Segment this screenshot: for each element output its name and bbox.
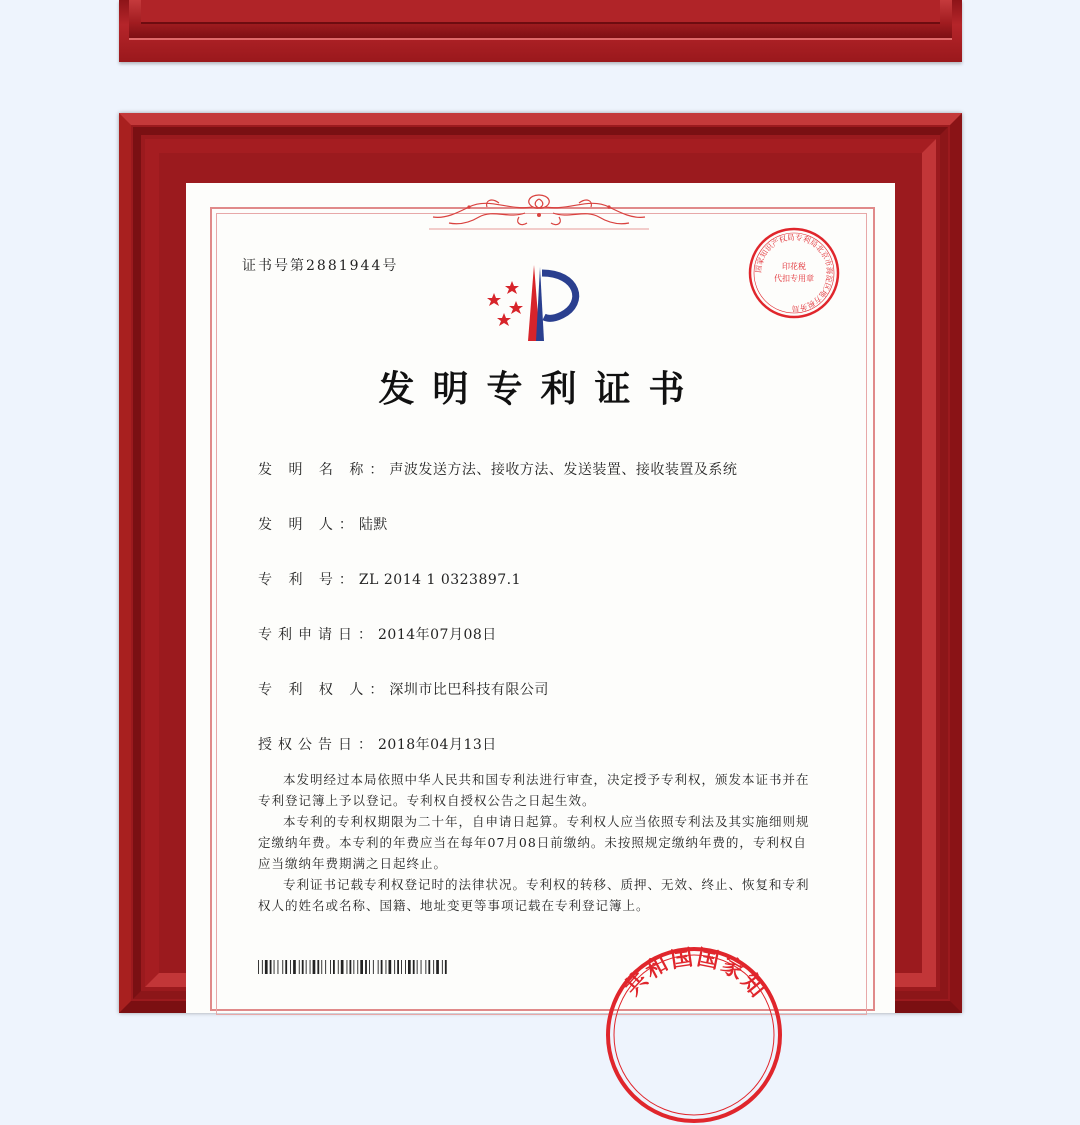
field-inventor bbox=[258, 514, 388, 534]
field-label: 授权公告日： bbox=[258, 737, 378, 753]
field-value: ZL 2014 1 0323897.1 bbox=[358, 572, 522, 588]
field-value: 2014年07月08日 bbox=[378, 627, 497, 643]
patent-office-seal bbox=[604, 945, 784, 1125]
upper-frame bbox=[119, 0, 962, 62]
field-label: 专 利 号： bbox=[258, 572, 359, 588]
field-patent-number bbox=[258, 569, 521, 589]
tax-seal-stamp bbox=[748, 227, 840, 319]
patent-office-emblem-icon bbox=[482, 263, 594, 343]
ornament-icon bbox=[429, 189, 649, 231]
field-patentee bbox=[258, 679, 549, 699]
field-value: 深圳市比巴科技有限公司 bbox=[389, 682, 549, 698]
field-label: 专 利 权 人： bbox=[258, 682, 390, 698]
body-paragraph: 本发明经过本局依照中华人民共和国专利法进行审查，决定授予专利权，颁发本证书并在专利登记簿上予以登记。专利权自授权公告之日起生效。 bbox=[258, 772, 810, 808]
field-value: 2018年04月13日 bbox=[378, 737, 497, 753]
field-value: 声波发送方法、接收方法、发送装置、接收装置及系统 bbox=[389, 462, 738, 478]
upper-frame-inner-molding bbox=[141, 0, 940, 24]
seal-ring-text: 国家知识产权局专利局北京市海淀区地方税务局 bbox=[753, 232, 835, 314]
svg-text:共和国国家知 bbox=[619, 945, 771, 1004]
barcode-icon bbox=[258, 960, 450, 974]
field-invention-name bbox=[258, 459, 737, 479]
body-paragraph: 专利证书记载专利权登记时的法律状况。专利权的转移、质押、无效、终止、恢复和专利权人的姓名或名称、国籍、地址变更等事项记载在专利登记簿上。 bbox=[258, 877, 810, 913]
seal-center-line2: 代扣专用章 bbox=[774, 274, 814, 283]
body-paragraph: 本专利的专利权期限为二十年，自申请日起算。专利权人应当依照专利法及其实施细则规定缴纳年费。本专利的年费应当在每年07月08日前缴纳。未按照规定缴纳年费的，专利权自应当缴纳年费期满之日起终止。 bbox=[258, 814, 810, 871]
certificate-number: 证书号第2881944号 bbox=[242, 258, 399, 274]
certificate-title: 发明专利证书 bbox=[378, 368, 703, 410]
certificate-body-text bbox=[258, 769, 818, 916]
certificate-paper bbox=[186, 183, 895, 1013]
field-value: 陆默 bbox=[358, 517, 388, 533]
seal-center-line1: 印花税 bbox=[782, 262, 806, 271]
seal-bottom-ring-text: 共和国国家知 bbox=[619, 945, 772, 1004]
field-label: 发 明 人： bbox=[258, 517, 359, 533]
field-application-date bbox=[258, 624, 497, 644]
field-label: 发 明 名 称： bbox=[258, 462, 390, 478]
field-grant-date bbox=[258, 734, 497, 754]
field-label: 专利申请日： bbox=[258, 627, 378, 643]
